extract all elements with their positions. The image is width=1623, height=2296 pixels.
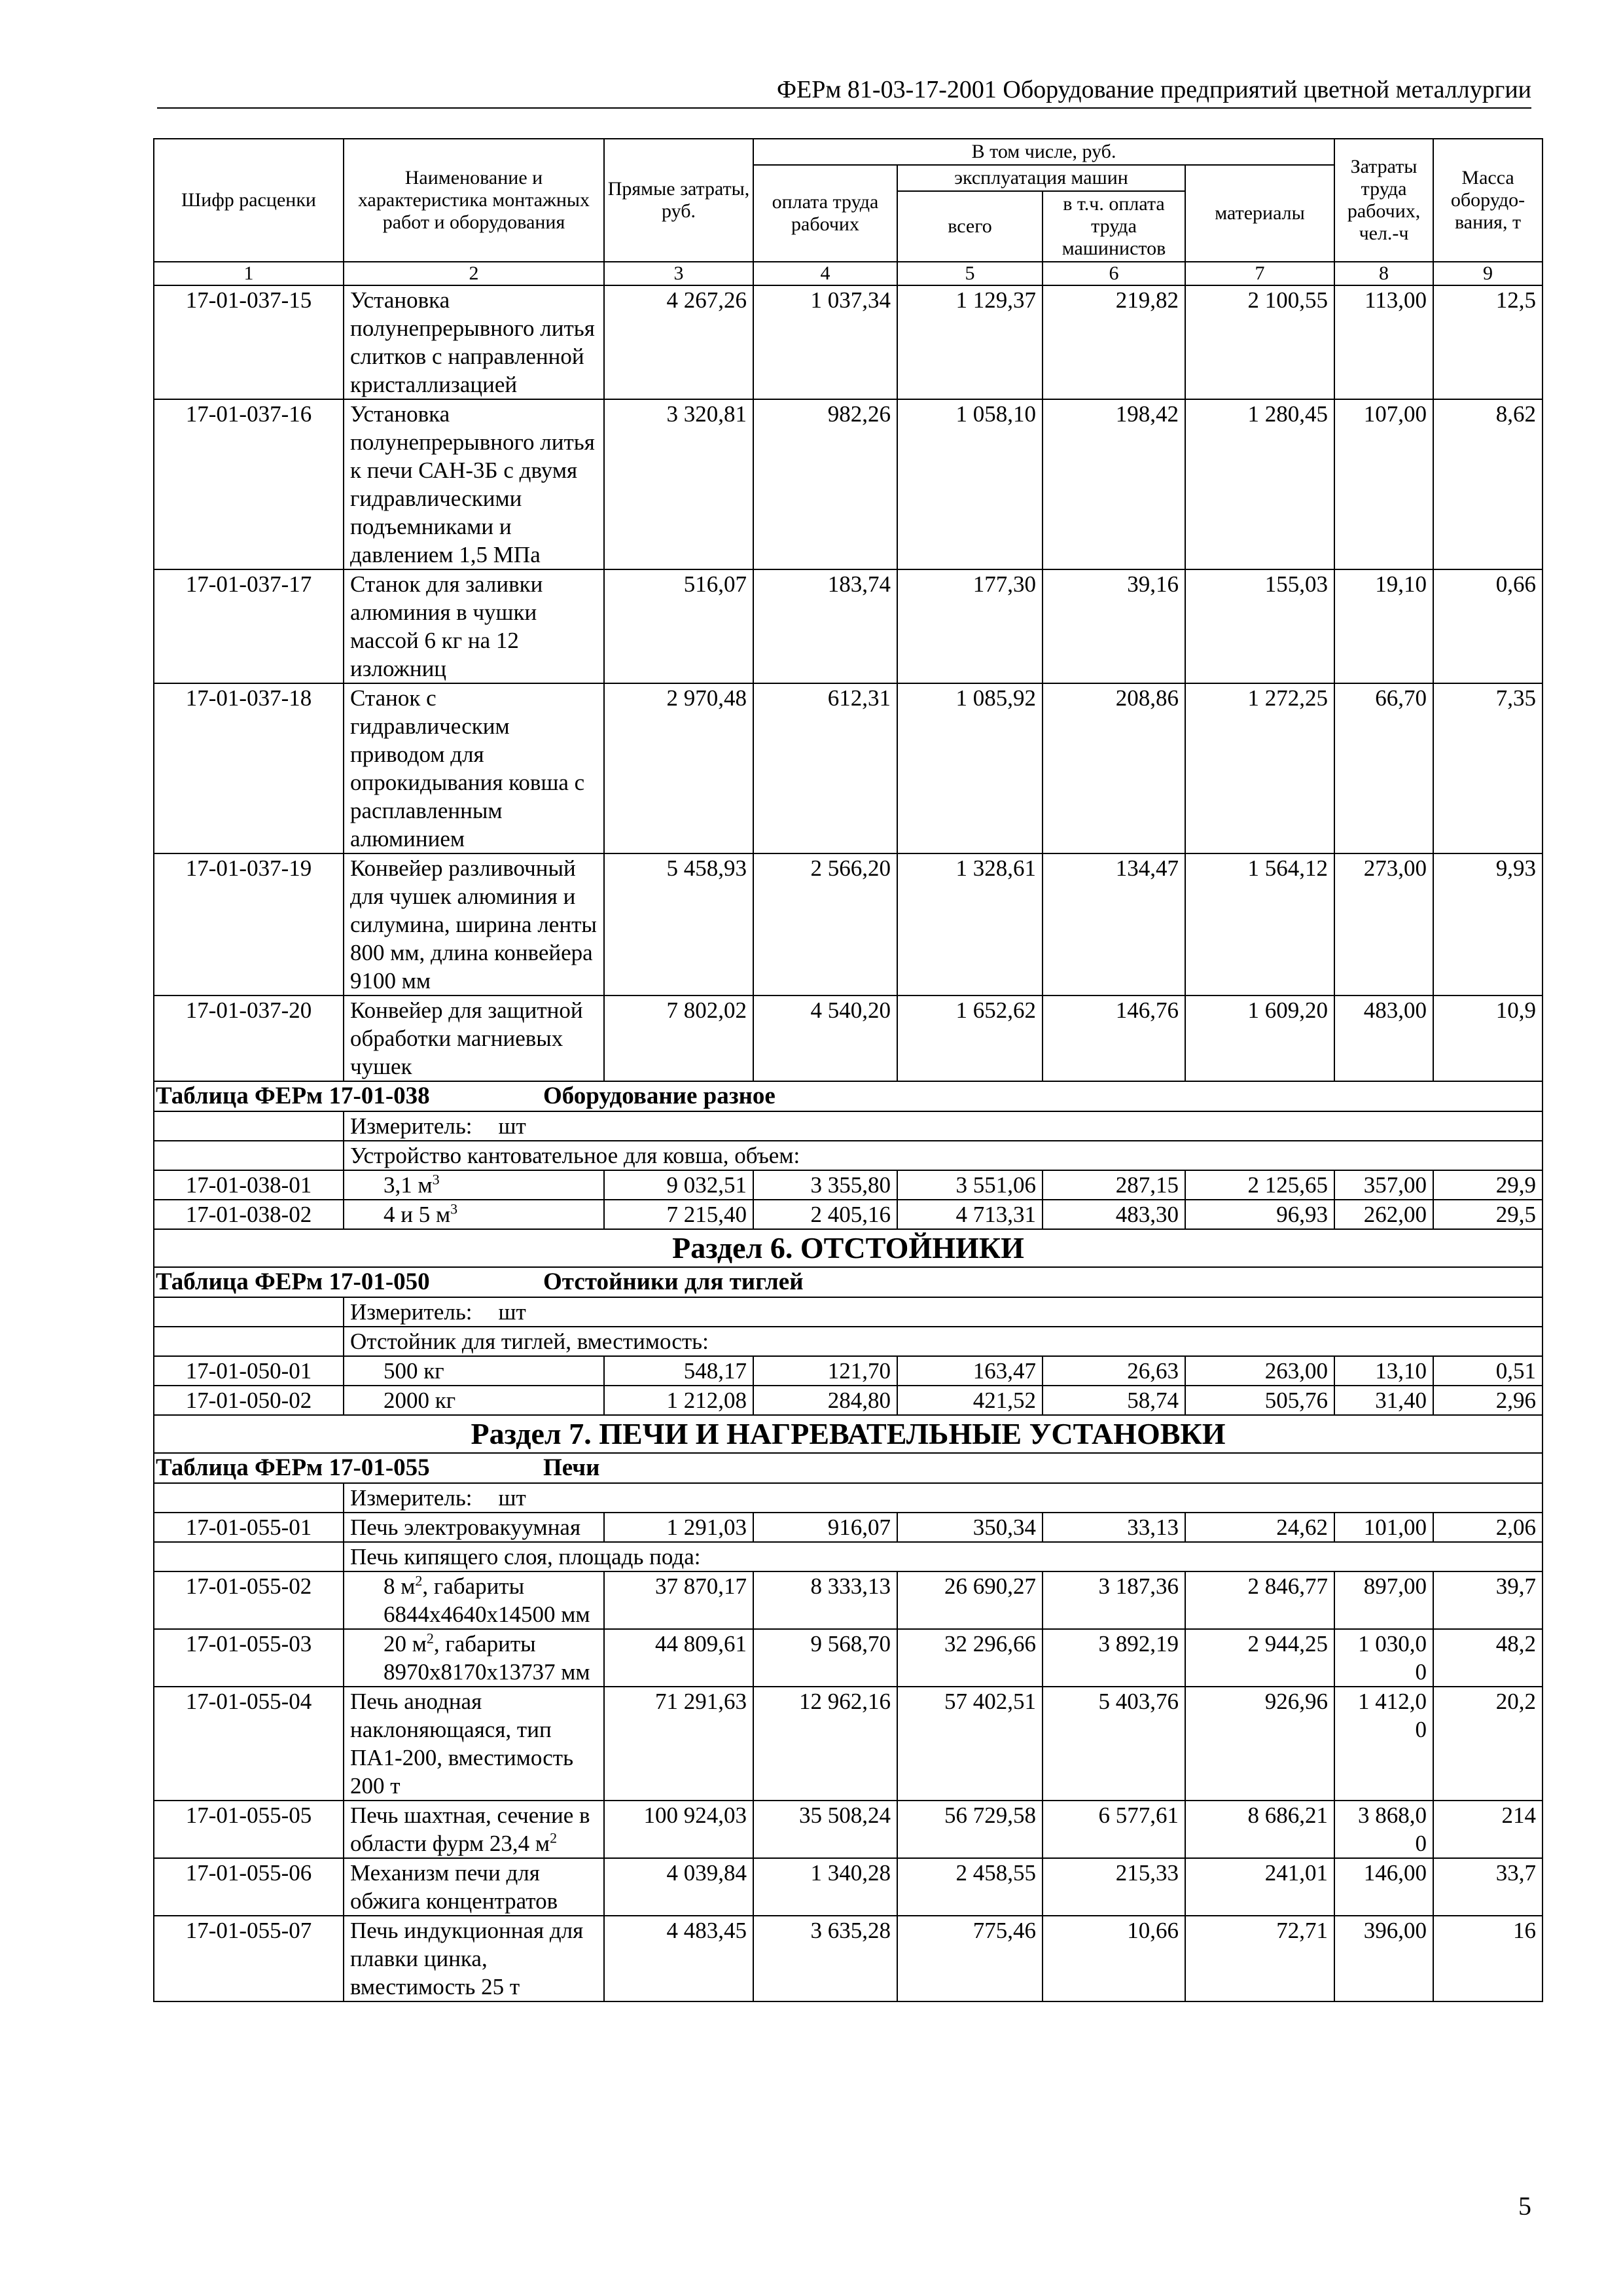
measure-label: Измеритель: — [350, 1113, 473, 1139]
equipment-mass: 8,62 — [1433, 399, 1543, 569]
work-name — [344, 996, 604, 1081]
work-name — [344, 853, 604, 996]
equipment-mass: 0,66 — [1433, 569, 1543, 683]
equipment-mass: 48,2 — [1433, 1629, 1543, 1687]
labor-cost: 3 635,28 — [753, 1916, 897, 2001]
work-name — [344, 683, 604, 853]
labor-cost: 9 568,70 — [753, 1629, 897, 1687]
header-rule — [157, 107, 1531, 109]
labor-hours: 262,00 — [1334, 1200, 1433, 1229]
work-name — [344, 1356, 604, 1386]
machines-total: 1 328,61 — [897, 853, 1043, 996]
materials-cost: 1 280,45 — [1185, 399, 1334, 569]
work-name-text: Станок с гидравлическим приводом для опрокидывания ковша с расплавленным алюминием — [350, 685, 585, 852]
operators-cost: 58,74 — [1043, 1386, 1185, 1415]
table-row — [154, 569, 1543, 683]
labor-cost: 12 962,16 — [753, 1687, 897, 1801]
rate-code: 17-01-055-06 — [154, 1858, 344, 1916]
materials-cost: 1 564,12 — [1185, 853, 1334, 996]
page-header: ФЕРм 81-03-17-2001 Оборудование предприятий цветной металлургии — [777, 76, 1531, 103]
group-label: Отстойник для тиглей, вместимость: — [344, 1327, 1543, 1356]
labor-hours: 483,00 — [1334, 996, 1433, 1081]
direct-cost: 9 032,51 — [604, 1170, 753, 1200]
work-name — [344, 1571, 604, 1629]
equipment-mass: 7,35 — [1433, 683, 1543, 853]
rate-code: 17-01-037-19 — [154, 853, 344, 996]
rate-code: 17-01-037-18 — [154, 683, 344, 853]
operators-cost: 26,63 — [1043, 1356, 1185, 1386]
measure-label: Измеритель: — [350, 1299, 473, 1325]
work-name-text: Печь анодная наклоняющаяся, тип ПА1-200, вместимость 200 т — [350, 1689, 574, 1799]
labor-cost: 1 340,28 — [753, 1858, 897, 1916]
direct-cost: 4 267,26 — [604, 285, 753, 399]
col-number: 3 — [604, 262, 753, 285]
table-row — [154, 1386, 1543, 1415]
labor-cost: 3 355,80 — [753, 1170, 897, 1200]
operators-cost: 3 187,36 — [1043, 1571, 1185, 1629]
operators-cost: 39,16 — [1043, 569, 1185, 683]
col-total-header: всего — [897, 191, 1043, 262]
direct-cost: 7 802,02 — [604, 996, 753, 1081]
direct-cost: 2 970,48 — [604, 683, 753, 853]
table-row — [154, 683, 1543, 853]
materials-cost: 8 686,21 — [1185, 1801, 1334, 1858]
labor-hours: 146,00 — [1334, 1858, 1433, 1916]
table-row — [154, 1687, 1543, 1801]
labor-hours: 66,70 — [1334, 683, 1433, 853]
table-row — [154, 1513, 1543, 1542]
operators-cost: 10,66 — [1043, 1916, 1185, 2001]
equipment-mass: 29,5 — [1433, 1200, 1543, 1229]
machines-total: 4 713,31 — [897, 1200, 1043, 1229]
col-number: 2 — [344, 262, 604, 285]
unit-exponent: 2 — [550, 1829, 558, 1846]
labor-hours: 107,00 — [1334, 399, 1433, 569]
machines-total: 26 690,27 — [897, 1571, 1043, 1629]
operators-cost: 215,33 — [1043, 1858, 1185, 1916]
rate-code: 17-01-037-16 — [154, 399, 344, 569]
section-title: Раздел 6. ОТСТОЙНИКИ — [154, 1229, 1543, 1267]
rate-code: 17-01-038-02 — [154, 1200, 344, 1229]
col-number: 9 — [1433, 262, 1543, 285]
materials-cost: 926,96 — [1185, 1687, 1334, 1801]
labor-hours: 897,00 — [1334, 1571, 1433, 1629]
table-title-row — [154, 1081, 1543, 1111]
col-mass-header: Масса оборудо-вания, т — [1433, 139, 1543, 262]
table-row — [154, 1801, 1543, 1858]
table-title-row — [154, 1453, 1543, 1483]
equipment-mass: 9,93 — [1433, 853, 1543, 996]
table-title: Отстойники для тиглей — [543, 1268, 804, 1295]
labor-cost: 2 405,16 — [753, 1200, 897, 1229]
col-code-header: Шифр расценки — [154, 139, 344, 262]
operators-cost: 6 577,61 — [1043, 1801, 1185, 1858]
section-title: Раздел 7. ПЕЧИ И НАГРЕВАТЕЛЬНЫЕ УСТАНОВКИ — [154, 1415, 1543, 1453]
col-number: 4 — [753, 262, 897, 285]
labor-hours: 31,40 — [1334, 1386, 1433, 1415]
table-row — [154, 1916, 1543, 2001]
equipment-mass: 33,7 — [1433, 1858, 1543, 1916]
table-title-row — [154, 1267, 1543, 1297]
table-row — [154, 1200, 1543, 1229]
equipment-mass: 10,9 — [1433, 996, 1543, 1081]
table-row — [154, 1170, 1543, 1200]
measure-row — [154, 1483, 1543, 1513]
work-name-text: Печь шахтная, сечение в области фурм 23,4 м — [350, 1803, 590, 1856]
equipment-mass: 39,7 — [1433, 1571, 1543, 1629]
col-number: 6 — [1043, 262, 1185, 285]
rate-code: 17-01-037-15 — [154, 285, 344, 399]
work-name — [344, 1386, 604, 1415]
work-name-text: Станок для заливки алюминия в чушки массой 6 кг на 12 изложниц — [350, 571, 543, 681]
work-name-text: 4 и 5 м — [383, 1202, 451, 1227]
measure-row — [154, 1297, 1543, 1327]
col-materials-header: материалы — [1185, 165, 1334, 262]
rate-code: 17-01-055-05 — [154, 1801, 344, 1858]
col-number: 1 — [154, 262, 344, 285]
labor-hours: 19,10 — [1334, 569, 1433, 683]
table-title: Печи — [543, 1454, 600, 1481]
operators-cost: 287,15 — [1043, 1170, 1185, 1200]
rate-code: 17-01-050-01 — [154, 1356, 344, 1386]
labor-cost: 8 333,13 — [753, 1571, 897, 1629]
labor-cost: 612,31 — [753, 683, 897, 853]
work-name — [344, 1801, 604, 1858]
work-name-text: Установка полунепрерывного литья слитков с направленной кристаллизацией — [350, 287, 595, 397]
materials-cost: 2 100,55 — [1185, 285, 1334, 399]
direct-cost: 548,17 — [604, 1356, 753, 1386]
group-row — [154, 1542, 1543, 1571]
unit-exponent: 2 — [415, 1572, 423, 1589]
labor-hours: 1 412,0 0 — [1334, 1687, 1433, 1801]
equipment-mass: 20,2 — [1433, 1687, 1543, 1801]
operators-cost: 3 892,19 — [1043, 1629, 1185, 1687]
machines-total: 57 402,51 — [897, 1687, 1043, 1801]
direct-cost: 44 809,61 — [604, 1629, 753, 1687]
work-name-text: Конвейер разливочный для чушек алюминия и силумина, ширина ленты 800 мм, длина конвейера 9100 мм — [350, 855, 597, 994]
materials-cost: 96,93 — [1185, 1200, 1334, 1229]
materials-cost: 1 609,20 — [1185, 996, 1334, 1081]
direct-cost: 516,07 — [604, 569, 753, 683]
machines-total: 32 296,66 — [897, 1629, 1043, 1687]
machines-total: 1 085,92 — [897, 683, 1043, 853]
table-row — [154, 285, 1543, 399]
machines-total: 350,34 — [897, 1513, 1043, 1542]
direct-cost: 1 212,08 — [604, 1386, 753, 1415]
table-row — [154, 399, 1543, 569]
labor-cost: 4 540,20 — [753, 996, 897, 1081]
rate-code: 17-01-055-02 — [154, 1571, 344, 1629]
equipment-mass: 2,06 — [1433, 1513, 1543, 1542]
labor-hours: 13,10 — [1334, 1356, 1433, 1386]
rate-code: 17-01-055-01 — [154, 1513, 344, 1542]
page-number: 5 — [1518, 2191, 1531, 2221]
labor-cost: 982,26 — [753, 399, 897, 569]
col-labor-header: оплата труда рабочих — [753, 165, 897, 262]
work-name — [344, 1513, 604, 1542]
measure-row — [154, 1111, 1543, 1141]
table-number: Таблица ФЕРм 17-01-050 — [156, 1268, 430, 1295]
operators-cost: 198,42 — [1043, 399, 1185, 569]
table-number: Таблица ФЕРм 17-01-055 — [156, 1454, 430, 1481]
rates-table-container — [153, 138, 1537, 2002]
section-row — [154, 1229, 1543, 1267]
operators-cost: 219,82 — [1043, 285, 1185, 399]
work-name — [344, 569, 604, 683]
measure-unit: шт — [498, 1113, 526, 1139]
machines-total: 775,46 — [897, 1916, 1043, 2001]
col-machines-header: эксплуатация машин — [897, 165, 1185, 191]
work-name-text: Печь электровакуумная — [350, 1515, 581, 1540]
measure-unit: шт — [498, 1299, 526, 1325]
rate-code: 17-01-050-02 — [154, 1386, 344, 1415]
group-row — [154, 1327, 1543, 1356]
column-numbers-row — [154, 262, 1543, 285]
labor-cost: 183,74 — [753, 569, 897, 683]
col-direct-header: Прямые затраты, руб. — [604, 139, 753, 262]
materials-cost: 72,71 — [1185, 1916, 1334, 2001]
col-name-header: Наименование и характеристика монтажных работ и оборудования — [344, 139, 604, 262]
table-row — [154, 1356, 1543, 1386]
table-number: Таблица ФЕРм 17-01-038 — [156, 1083, 430, 1109]
work-name-text: , габариты 6844х4640х14500 мм — [383, 1573, 590, 1627]
operators-cost: 483,30 — [1043, 1200, 1185, 1229]
labor-hours: 113,00 — [1334, 285, 1433, 399]
group-row — [154, 1141, 1543, 1170]
labor-hours: 273,00 — [1334, 853, 1433, 996]
col-number: 7 — [1185, 262, 1334, 285]
rate-code: 17-01-055-07 — [154, 1916, 344, 2001]
direct-cost: 37 870,17 — [604, 1571, 753, 1629]
group-label: Печь кипящего слоя, площадь пода: — [344, 1542, 1543, 1571]
equipment-mass: 214 — [1433, 1801, 1543, 1858]
work-name-text: 8 м — [383, 1573, 416, 1599]
labor-cost: 2 566,20 — [753, 853, 897, 996]
work-name — [344, 1629, 604, 1687]
direct-cost: 4 039,84 — [604, 1858, 753, 1916]
operators-cost: 134,47 — [1043, 853, 1185, 996]
section-row — [154, 1415, 1543, 1453]
operators-cost: 208,86 — [1043, 683, 1185, 853]
unit-exponent: 2 — [426, 1630, 434, 1647]
table-row — [154, 1858, 1543, 1916]
materials-cost: 1 272,25 — [1185, 683, 1334, 853]
col-operators-header: в т.ч. оплата труда машинистов — [1043, 191, 1185, 262]
labor-hours: 357,00 — [1334, 1170, 1433, 1200]
materials-cost: 2 944,25 — [1185, 1629, 1334, 1687]
work-name — [344, 1170, 604, 1200]
operators-cost: 146,76 — [1043, 996, 1185, 1081]
materials-cost: 241,01 — [1185, 1858, 1334, 1916]
work-name — [344, 1687, 604, 1801]
direct-cost: 4 483,45 — [604, 1916, 753, 2001]
materials-cost: 155,03 — [1185, 569, 1334, 683]
machines-total: 2 458,55 — [897, 1858, 1043, 1916]
work-name — [344, 399, 604, 569]
work-name-text: Установка полунепрерывного литья к печи САН-3Б с двумя гидравлическими подъемниками и давлением 1,5 МПа — [350, 401, 595, 567]
labor-cost: 35 508,24 — [753, 1801, 897, 1858]
col-number: 8 — [1334, 262, 1433, 285]
direct-cost: 7 215,40 — [604, 1200, 753, 1229]
machines-total: 1 058,10 — [897, 399, 1043, 569]
labor-hours: 1 030,0 0 — [1334, 1629, 1433, 1687]
work-name — [344, 1916, 604, 2001]
rate-code: 17-01-037-20 — [154, 996, 344, 1081]
work-name — [344, 285, 604, 399]
labor-cost: 121,70 — [753, 1356, 897, 1386]
table-row — [154, 1629, 1543, 1687]
equipment-mass: 12,5 — [1433, 285, 1543, 399]
machines-total: 177,30 — [897, 569, 1043, 683]
machines-total: 3 551,06 — [897, 1170, 1043, 1200]
rate-code: 17-01-038-01 — [154, 1170, 344, 1200]
rate-code: 17-01-055-03 — [154, 1629, 344, 1687]
materials-cost: 505,76 — [1185, 1386, 1334, 1415]
machines-total: 1 129,37 — [897, 285, 1043, 399]
labor-cost: 1 037,34 — [753, 285, 897, 399]
operators-cost: 33,13 — [1043, 1513, 1185, 1542]
work-name-text: 20 м — [383, 1631, 427, 1657]
work-name-text: 3,1 м — [383, 1172, 433, 1198]
direct-cost: 100 924,03 — [604, 1801, 753, 1858]
col-hours-header: Затраты труда рабочих, чел.-ч — [1334, 139, 1433, 262]
direct-cost: 5 458,93 — [604, 853, 753, 996]
direct-cost: 1 291,03 — [604, 1513, 753, 1542]
rate-code: 17-01-055-04 — [154, 1687, 344, 1801]
operators-cost: 5 403,76 — [1043, 1687, 1185, 1801]
table-row — [154, 996, 1543, 1081]
col-incl-header: В том числе, руб. — [753, 139, 1334, 165]
table-title: Оборудование разное — [543, 1083, 776, 1109]
materials-cost: 24,62 — [1185, 1513, 1334, 1542]
rates-table — [153, 138, 1543, 2002]
labor-hours: 396,00 — [1334, 1916, 1433, 2001]
unit-exponent: 3 — [450, 1200, 458, 1217]
unit-exponent: 3 — [432, 1171, 440, 1188]
rate-code: 17-01-037-17 — [154, 569, 344, 683]
equipment-mass: 16 — [1433, 1916, 1543, 2001]
materials-cost: 263,00 — [1185, 1356, 1334, 1386]
labor-cost: 284,80 — [753, 1386, 897, 1415]
measure-label: Измеритель: — [350, 1485, 473, 1511]
labor-hours: 101,00 — [1334, 1513, 1433, 1542]
work-name-text: , габариты 8970х8170х13737 мм — [383, 1631, 590, 1685]
direct-cost: 71 291,63 — [604, 1687, 753, 1801]
work-name — [344, 1200, 604, 1229]
machines-total: 56 729,58 — [897, 1801, 1043, 1858]
col-number: 5 — [897, 262, 1043, 285]
work-name-text: Конвейер для защитной обработки магниевых чушек — [350, 997, 583, 1079]
work-name-text: 500 кг — [383, 1358, 444, 1384]
measure-unit: шт — [498, 1485, 526, 1511]
labor-hours: 3 868,0 0 — [1334, 1801, 1433, 1858]
machines-total: 163,47 — [897, 1356, 1043, 1386]
work-name-text: 2000 кг — [383, 1388, 456, 1413]
direct-cost: 3 320,81 — [604, 399, 753, 569]
table-row — [154, 853, 1543, 996]
group-label: Устройство кантовательное для ковша, объем: — [344, 1141, 1543, 1170]
equipment-mass: 29,9 — [1433, 1170, 1543, 1200]
materials-cost: 2 846,77 — [1185, 1571, 1334, 1629]
work-name-text: Механизм печи для обжига концентратов — [350, 1860, 558, 1914]
equipment-mass: 2,96 — [1433, 1386, 1543, 1415]
machines-total: 1 652,62 — [897, 996, 1043, 1081]
equipment-mass: 0,51 — [1433, 1356, 1543, 1386]
materials-cost: 2 125,65 — [1185, 1170, 1334, 1200]
work-name-text: Печь индукционная для плавки цинка, вместимость 25 т — [350, 1918, 584, 2000]
labor-cost: 916,07 — [753, 1513, 897, 1542]
table-row — [154, 1571, 1543, 1629]
work-name — [344, 1858, 604, 1916]
machines-total: 421,52 — [897, 1386, 1043, 1415]
